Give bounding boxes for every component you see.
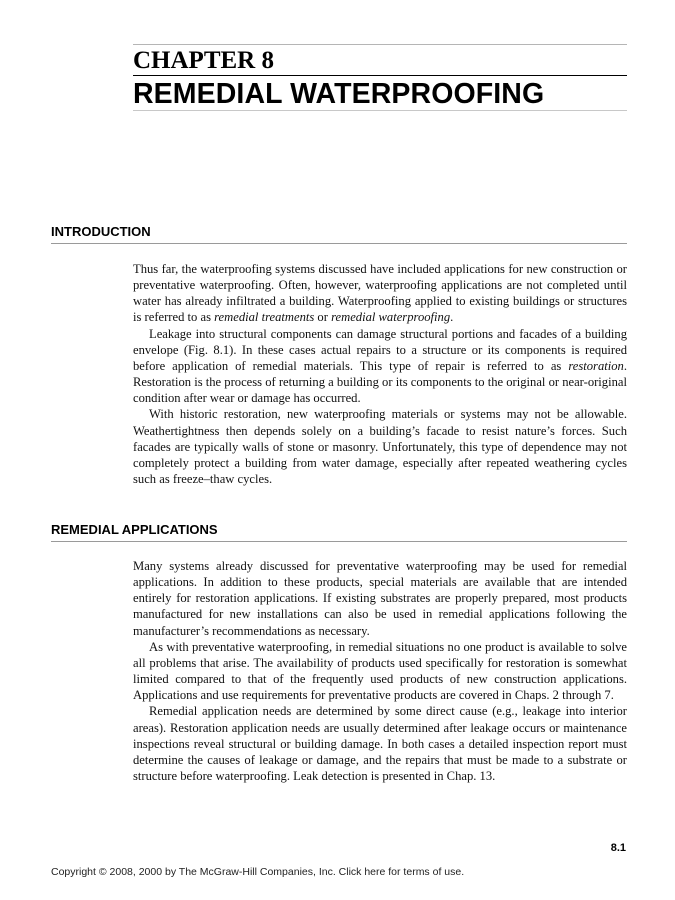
header-rule-bottom: [133, 110, 627, 111]
emphasis-text: remedial waterproofing: [331, 310, 451, 325]
section-heading-remedial-applications: REMEDIAL APPLICATIONS: [51, 522, 627, 542]
text-run: .: [450, 310, 454, 325]
page-number: 8.1: [610, 842, 626, 854]
paragraph: [133, 406, 627, 487]
header-rule-top: [133, 44, 627, 45]
chapter-number: CHAPTER 8: [133, 47, 274, 74]
text-run: or: [314, 310, 332, 325]
copyright-link[interactable]: Copyright © 2008, 2000 by The McGraw-Hill Companies, Inc. Click here for terms of use.: [51, 866, 465, 878]
paragraph: [133, 261, 627, 326]
paragraph: [133, 639, 627, 704]
introduction-body: [133, 261, 627, 487]
header-rule-middle: [133, 75, 627, 76]
text-run: Thus far, the waterproofing systems discussed have included applications for new construction or preventative waterproofing. Often, however, waterproofing applications are not completed until water has already infiltrated a building. Waterproofing applied to existing buildings or structures is referred to as: [133, 262, 627, 325]
chapter-header: [133, 44, 627, 111]
emphasis-text: restoration: [568, 358, 624, 373]
text-run: . Restoration is the process of returning a building or its components to the original or near-original condition after wear or damage has occurred.: [133, 358, 627, 406]
text-run: As with preventative waterproofing, in remedial situations no one product is available to solve all problems that arise. The availability of products used specifically for restoration is somewhat limited compared to that of the frequently used products of new construction applications. Applications and use requirements for preventative products are covered in Chaps. 2 through 7.: [133, 639, 627, 703]
paragraph: [133, 703, 627, 784]
text-run: Leakage into structural components can damage structural portions and facades of a building envelope (Fig. 8.1). In these cases actual repairs to a structure or its components is required before application of remedial materials. This type of repair is referred to as: [133, 326, 627, 373]
section-heading-introduction: INTRODUCTION: [51, 224, 627, 244]
paragraph: [133, 558, 627, 639]
text-run: With historic restoration, new waterproofing materials or systems may not be allowable. Weathertightness then depends solely on a building’s facade to resist nature’s forces. Such facades are typically walls of stone or masonry. Unfortunately, this type of dependence may not completely protect a building from water damage, especially after repeated weathering cycles such as freeze–thaw cycles.: [133, 407, 627, 487]
text-run: Remedial application needs are determined by some direct cause (e.g., leakage into interior areas). Restoration application needs are usually determined after leakage occurs or maintenance inspections reveal structural or building damage. In both cases a detailed inspection report must determine the causes of leakage or damage, and the repairs that must be made to a substrate or structure before waterproofing. Leak detection is presented in Chap. 13.: [133, 704, 627, 784]
paragraph: [133, 326, 627, 407]
text-run: Many systems already discussed for preventative waterproofing may be used for remedial applications. In addition to these products, special materials are available that are intended entirely for restoration applications. If existing substrates are properly prepared, most products manufactured for new installations can also be used in remedial applications following the manufacturer’s recommendations as necessary.: [133, 559, 627, 638]
emphasis-text: remedial treatments: [214, 310, 315, 325]
chapter-title: REMEDIAL WATERPROOFING: [133, 78, 545, 110]
remedial-applications-body: [133, 558, 627, 784]
